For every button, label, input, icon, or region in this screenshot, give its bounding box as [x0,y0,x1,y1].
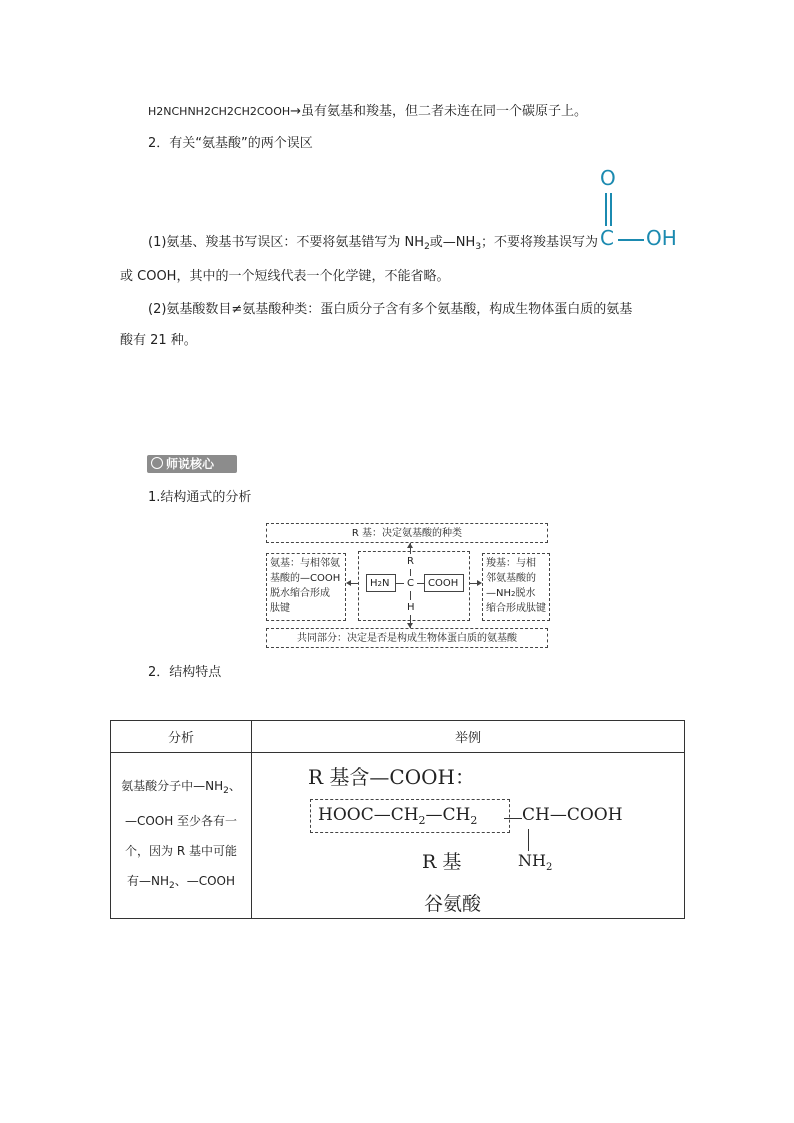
h-atom: H [407,602,415,613]
carboxyl-note-line-1: 羧基：与相 [486,558,536,569]
amino-note-line-1: 氨基：与相邻氨 [270,558,340,569]
nh-sub: 2 [545,862,553,873]
carboxyl-group-label: COOH [428,578,459,589]
misc1-text-a: (1)氨基、羧基书写误区：不要将氨基错写为 NH [148,235,425,250]
carboxyl-note-box [482,553,550,621]
intro-formula: H2NCHNH2CH2CH2COOH [148,105,291,118]
analysis-line-2: —COOH 至少各有一 [124,813,238,828]
formula-ch-cooh: CH—COOH [522,805,623,825]
arrow-up-icon [407,543,413,548]
bond-left [396,583,404,584]
features-heading: 2．结构特点 [148,665,222,680]
h2n-sub: 2 [377,580,382,588]
features-table [110,720,685,919]
section-heading-misconceptions: 2．有关“氨基酸”的两个误区 [148,136,313,151]
r-atom: R [407,556,414,567]
carboxyl-note-nh: —NH [486,588,511,599]
misc1-text-c: ；不要将羧基误写为 [481,235,599,250]
formula-mid-text: —CH [425,805,471,825]
single-bond [618,239,644,241]
bond-to-nh2 [528,829,529,851]
analysis-line-4-sub: 2 [168,880,175,891]
misconception-1-line-1 [148,234,598,256]
carboxyl-note-line-3 [486,586,535,602]
misc1-sub-2: 2 [424,242,430,252]
teacher-icon [151,457,163,469]
intro-line [148,103,587,121]
analysis-cell [111,753,252,919]
misconception-2-line-2: 酸有 21 种。 [120,333,197,348]
carboxyl-note-line-4: 缩合形成肽键 [486,603,546,614]
amino-note-line-4: 肽键 [270,603,290,614]
structure-diagram [266,523,551,648]
amino-group-label [370,576,389,592]
misconception-1-line-2: 或 COOH，其中的一个短线代表一个化学键，不能省略。 [120,269,450,284]
formula-sub-2: 2 [470,814,478,827]
amino-note-line-3: 脱水缩合形成 [270,588,330,599]
misconception-2-line-1: (2)氨基酸数目≠氨基酸种类：蛋白质分子含有多个氨基酸，构成生物体蛋白质的氨基 [148,302,633,317]
example-cell [252,753,685,919]
carboxyl-structure-drawing [596,166,686,256]
header-example: 举例 [252,721,685,753]
double-bond-right [610,193,612,226]
carboxyl-note-nh-rest: 脱水 [515,588,536,599]
analysis-line-1 [112,771,250,806]
table-header-row [111,721,685,753]
arrow-icon: → [290,104,302,119]
c-atom: C [407,578,414,589]
core-tag-label: 师说核心 [166,457,215,471]
analysis-line-1-suffix: 、 [228,778,241,793]
r-group-caption: R 基 [422,851,462,873]
formula-r-text: HOOC—CH [318,805,419,825]
amino-acid-name: 谷氨酸 [424,893,482,915]
amino-box [366,574,396,592]
arrow-left-icon [346,580,351,586]
table-row [111,753,685,919]
intro-text: 虽有氨基和羧基，但二者未连在同一个碳原子上。 [301,104,588,119]
r-group-label: R 基：决定氨基酸的种类 [351,528,463,539]
double-bond-left [605,193,607,226]
analysis-line-4-suffix: 、—COOH [174,873,236,888]
common-part-box [266,628,548,648]
bond-right [417,583,424,584]
carboxyl-note-nh-sub: 2 [511,590,516,598]
common-part-label: 共同部分：决定是否是构成生物体蛋白质的氨基酸 [297,633,517,644]
formula-sub-1: 2 [418,814,426,827]
analysis-line-4 [112,866,250,901]
h2n-h: H [370,578,378,589]
carboxyl-c: C [600,226,614,250]
structure-heading: 1.结构通式的分析 [148,490,252,505]
carboxyl-o-top: O [600,166,616,190]
example-title: R 基含—COOH： [308,765,475,789]
glutamate-formula-r [318,805,477,827]
misc1-sub-3: 3 [475,242,482,252]
carboxyl-box [424,574,464,592]
amino-note-box [266,553,346,621]
amino-note-line-2: 基酸的—COOH [270,573,341,584]
arrow-left-line [350,583,358,584]
bond-to-ch [504,818,522,819]
h2n-n: N [382,578,390,589]
header-analysis: 分析 [111,721,252,753]
nh2-group [518,851,552,873]
carboxyl-note-line-2: 邻氨基酸的 [486,573,536,584]
arrow-right-icon [477,580,482,586]
misc1-text-b: 或—NH [429,235,476,250]
carboxyl-oh: OH [646,226,677,250]
analysis-line-1-sub: 2 [223,785,229,796]
analysis-line-3: 个，因为 R 基中可能 [125,843,237,858]
r-group-box [266,523,548,543]
nh-text: NH [518,851,546,870]
core-tag [147,455,237,473]
analysis-line-4-text: 有—NH [126,873,169,888]
analysis-line-1-text: 氨基酸分子中—NH [121,778,224,793]
